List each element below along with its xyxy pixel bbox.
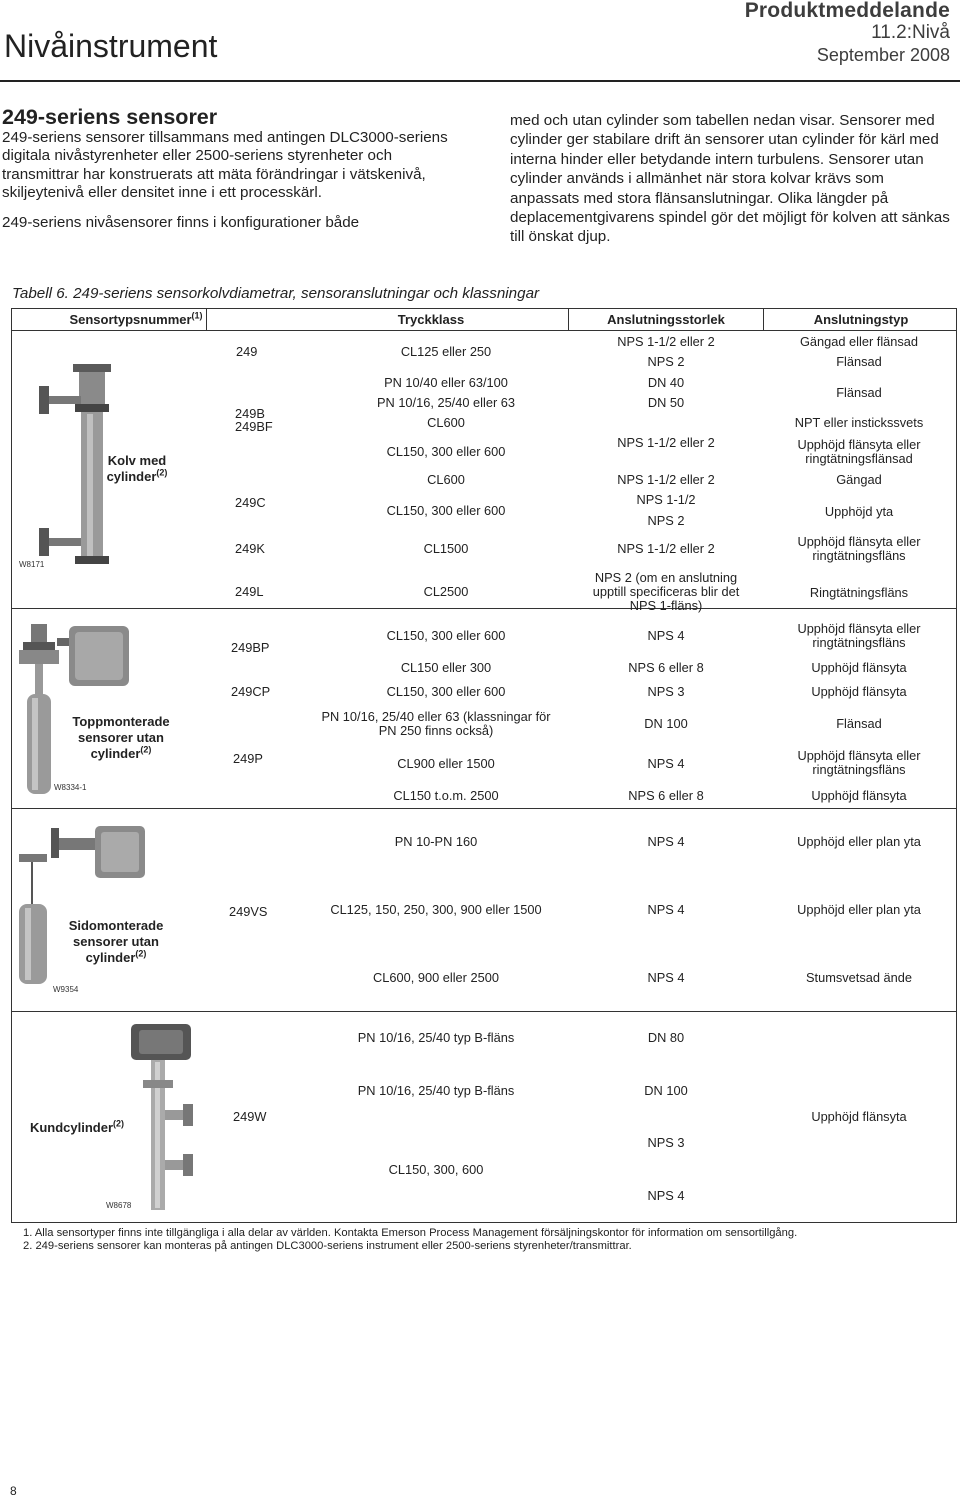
group-label-line: sensorer utan [73, 934, 159, 949]
top-mounted-sensor-photo [11, 618, 141, 798]
conn-cell: Ringtätningsfläns [809, 585, 909, 600]
size-cell: NPS 4 [647, 628, 685, 643]
group-label-custom-cylinder [17, 1120, 137, 1136]
conn-cell: Upphöjd flänsyta eller [797, 437, 921, 452]
doc-date: September 2008 [816, 45, 950, 65]
size-cell: NPS 3 [647, 684, 685, 699]
conn-cell: Flänsad [836, 354, 882, 369]
size-cell: NPS 2 (om en anslutning [594, 570, 738, 585]
conn-cell: Upphöjd flänsyta [811, 684, 907, 699]
size-cell: DN 40 [647, 375, 685, 390]
pressure-cell: PN 10/16, 25/40 eller 63 (klassningar för [321, 709, 551, 724]
page-title: Nivåinstrument [4, 28, 218, 64]
table-rule [763, 308, 764, 330]
pressure-cell: CL150 eller 300 [400, 660, 492, 675]
conn-cell: Upphöjd flänsyta eller [797, 621, 921, 636]
size-cell: DN 80 [647, 1030, 685, 1045]
model-249: 249 [236, 344, 258, 359]
group-rule [11, 1011, 957, 1012]
model-249b: 249B [235, 406, 265, 421]
size-cell: NPS 4 [647, 756, 685, 771]
table-rule [11, 330, 957, 331]
model-249bp: 249BP [231, 640, 270, 655]
group-label-text: cylinder [106, 469, 157, 484]
section-ref: 11.2:Nivå [871, 22, 950, 43]
conn-cell: Stumsvetsad ände [806, 970, 912, 985]
size-cell: NPS 6 eller 8 [628, 660, 704, 675]
conn-cell: ringtätningsflänsad [805, 451, 913, 466]
conn-cell: Upphöjd eller plan yta [797, 902, 921, 917]
conn-cell: Flänsad [836, 385, 882, 400]
header-size: Anslutningsstorlek [607, 312, 725, 327]
model-249l: 249L [235, 584, 264, 599]
header-meta [745, 0, 950, 66]
model-249p: 249P [233, 751, 263, 766]
group-label-line [97, 469, 177, 485]
model-249k: 249K [235, 541, 265, 556]
pressure-cell: PN 250 finns också) [378, 723, 494, 738]
pressure-cell: CL150, 300 eller 600 [386, 628, 506, 643]
page-header [0, 0, 960, 82]
conn-cell: Upphöjd flänsyta eller [797, 534, 921, 549]
intro-paragraph-2: 249-seriens nivåsensorer finns i konfigurationer både [2, 214, 360, 232]
group-label-line: sensorer utan [78, 730, 164, 745]
photo-tag: W9354 [53, 985, 79, 994]
pressure-cell: CL2500 [423, 584, 469, 599]
group-label-line: Kolv med [107, 453, 167, 468]
model-249w: 249W [233, 1109, 267, 1124]
conn-cell: Upphöjd flänsyta [811, 660, 907, 675]
conn-cell: Upphöjd flänsyta eller [797, 748, 921, 763]
size-cell: NPS 2 [647, 513, 685, 528]
size-cell: DN 100 [644, 716, 688, 731]
pressure-cell: PN 10/16, 25/40 typ B-fläns [357, 1030, 515, 1045]
model-249c: 249C [235, 495, 266, 510]
table-caption: Tabell 6. 249-seriens sensorkolvdiametrar, sensoranslutningar och klassningar [12, 285, 540, 302]
conn-cell: Gängad [836, 472, 882, 487]
group-label-sup: (2) [156, 467, 168, 478]
photo-tag: W8334-1 [54, 783, 87, 792]
size-cell: NPS 4 [647, 1188, 685, 1203]
group-label-sup: (2) [140, 744, 152, 755]
pressure-cell: PN 10/16, 25/40 eller 63 [376, 395, 516, 410]
footnotes [23, 1227, 797, 1253]
photo-tag: W8171 [19, 560, 45, 569]
intro-paragraph-1: 249-seriens sensorer tillsammans med antingen DLC3000-seriens digitala nivåstyrenheter eller 2500-seriens styrenheter och transmittrar har konstruerats att mäta förändringar i vätskenivå, skiljeytenivå eller densitet inne i ett processkärl. [2, 129, 448, 201]
group-label-sup: (2) [135, 948, 147, 959]
size-cell: NPS 4 [647, 902, 685, 917]
header-rule [0, 80, 960, 82]
size-cell: NPS 1-1/2 eller 2 [617, 435, 715, 450]
pressure-cell: PN 10/16, 25/40 typ B-fläns [357, 1083, 515, 1098]
pressure-cell: CL125 eller 250 [400, 344, 492, 359]
conn-cell: NPT eller instickssvets [794, 415, 924, 430]
page-number: 8 [10, 1484, 17, 1498]
conn-cell: ringtätningsfläns [812, 548, 906, 563]
group-rule [11, 1222, 957, 1223]
doc-type: Produktmeddelande [744, 0, 950, 22]
group-label-side-mounted [61, 918, 171, 966]
header-pressure: Tryckklass [397, 312, 465, 327]
group-label-text: Kundcylinder [29, 1120, 114, 1135]
footnote-2: 2. 249-seriens sensorer kan monteras på antingen DLC3000-seriens instrument eller 2500-seriens styrenheter/transmittrar. [23, 1240, 632, 1252]
pressure-cell: CL125, 150, 250, 300, 900 eller 1500 [330, 902, 542, 917]
size-cell: NPS 1-1/2 [636, 492, 696, 507]
conn-cell: Upphöjd yta [824, 504, 894, 519]
table-rule [956, 308, 957, 1222]
table-rule [11, 308, 957, 309]
intro-left-column [2, 105, 472, 244]
size-cell: NPS 1-fläns) [629, 598, 703, 613]
section-heading: 249-seriens sensorer [2, 105, 218, 129]
group-label-sup: (2) [113, 1118, 125, 1129]
size-cell: upptill specificeras blir det [592, 584, 740, 599]
pressure-cell: CL150, 300 eller 600 [386, 684, 506, 699]
pressure-cell: PN 10-PN 160 [394, 834, 478, 849]
size-cell: NPS 3 [647, 1135, 685, 1150]
intro-paragraph-3: med och utan cylinder som tabellen nedan visar. Sensorer med cylinder ger stabilare drift än sensorer utan cylinder för kärl med interna hinder eller betydande intern turbulens. Sensorer utan cylinder används i allmänhet när stora kolvar krävs som anpassats med stora flänsanslutningar. Olika längder på deplacementgivarens spindel gör det möjligt för kolven att sänkas till önskat djup. [510, 112, 950, 246]
sensor-table [11, 308, 957, 1501]
conn-cell: Flänsad [836, 716, 882, 731]
model-249cp: 249CP [231, 684, 271, 699]
model-249vs: 249VS [229, 904, 268, 919]
group-rule [11, 808, 957, 809]
pressure-cell: CL600, 900 eller 2500 [373, 970, 499, 985]
size-cell: NPS 1-1/2 eller 2 [617, 334, 715, 349]
pressure-cell: PN 10/40 eller 63/100 [384, 375, 508, 390]
group-label-line: Sidomonterade [68, 918, 164, 933]
photo-tag: W8678 [106, 1201, 132, 1210]
pressure-cell: CL150, 300 eller 600 [386, 503, 506, 518]
conn-cell: Upphöjd eller plan yta [797, 834, 921, 849]
size-cell: NPS 6 eller 8 [628, 788, 704, 803]
custom-cylinder-photo [121, 1020, 201, 1215]
size-cell: NPS 1-1/2 eller 2 [617, 541, 715, 556]
header-type-text: Sensortypsnummer [69, 312, 192, 327]
table-rule [568, 308, 569, 330]
group-label-cylinder [97, 453, 177, 485]
conn-cell: Upphöjd flänsyta [811, 1109, 907, 1124]
conn-cell: Upphöjd flänsyta [811, 788, 907, 803]
size-cell: NPS 4 [647, 834, 685, 849]
size-cell: DN 50 [647, 395, 685, 410]
size-cell: DN 100 [644, 1083, 688, 1098]
group-label-text: cylinder [90, 746, 141, 761]
footnote-1: 1. Alla sensortyper finns inte tillgängliga i alla delar av världen. Kontakta Emerson Process Management försäljningskontor för information om sensortillgång. [23, 1227, 798, 1239]
intro-right-column [510, 111, 955, 247]
header-type-sup: (1) [191, 310, 203, 321]
pressure-cell: CL150, 300, 600 [388, 1162, 484, 1177]
pressure-cell: CL1500 [423, 541, 469, 556]
header-conn: Anslutningstyp [813, 312, 909, 327]
pressure-cell: CL150 t.o.m. 2500 [393, 788, 499, 803]
conn-cell: ringtätningsfläns [812, 762, 906, 777]
size-cell: NPS 2 [647, 354, 685, 369]
group-label-line [61, 950, 171, 966]
side-mounted-sensor-photo [11, 818, 151, 998]
conn-cell: Gängad eller flänsad [799, 334, 919, 349]
size-cell: NPS 1-1/2 eller 2 [617, 472, 715, 487]
size-cell: NPS 4 [647, 970, 685, 985]
group-label-line [66, 746, 176, 762]
pressure-cell: CL600 [427, 472, 465, 487]
group-label-line: Toppmonterade [72, 714, 170, 729]
pressure-cell: CL600 [427, 415, 465, 430]
model-249bf: 249BF [235, 419, 273, 434]
group-label-top-mounted [66, 714, 176, 762]
pressure-cell: CL900 eller 1500 [397, 756, 495, 771]
group-rule [11, 608, 957, 609]
header-type [51, 310, 221, 327]
pressure-cell: CL150, 300 eller 600 [386, 444, 506, 459]
group-label-text: cylinder [85, 950, 136, 965]
conn-cell: ringtätningsfläns [812, 635, 906, 650]
